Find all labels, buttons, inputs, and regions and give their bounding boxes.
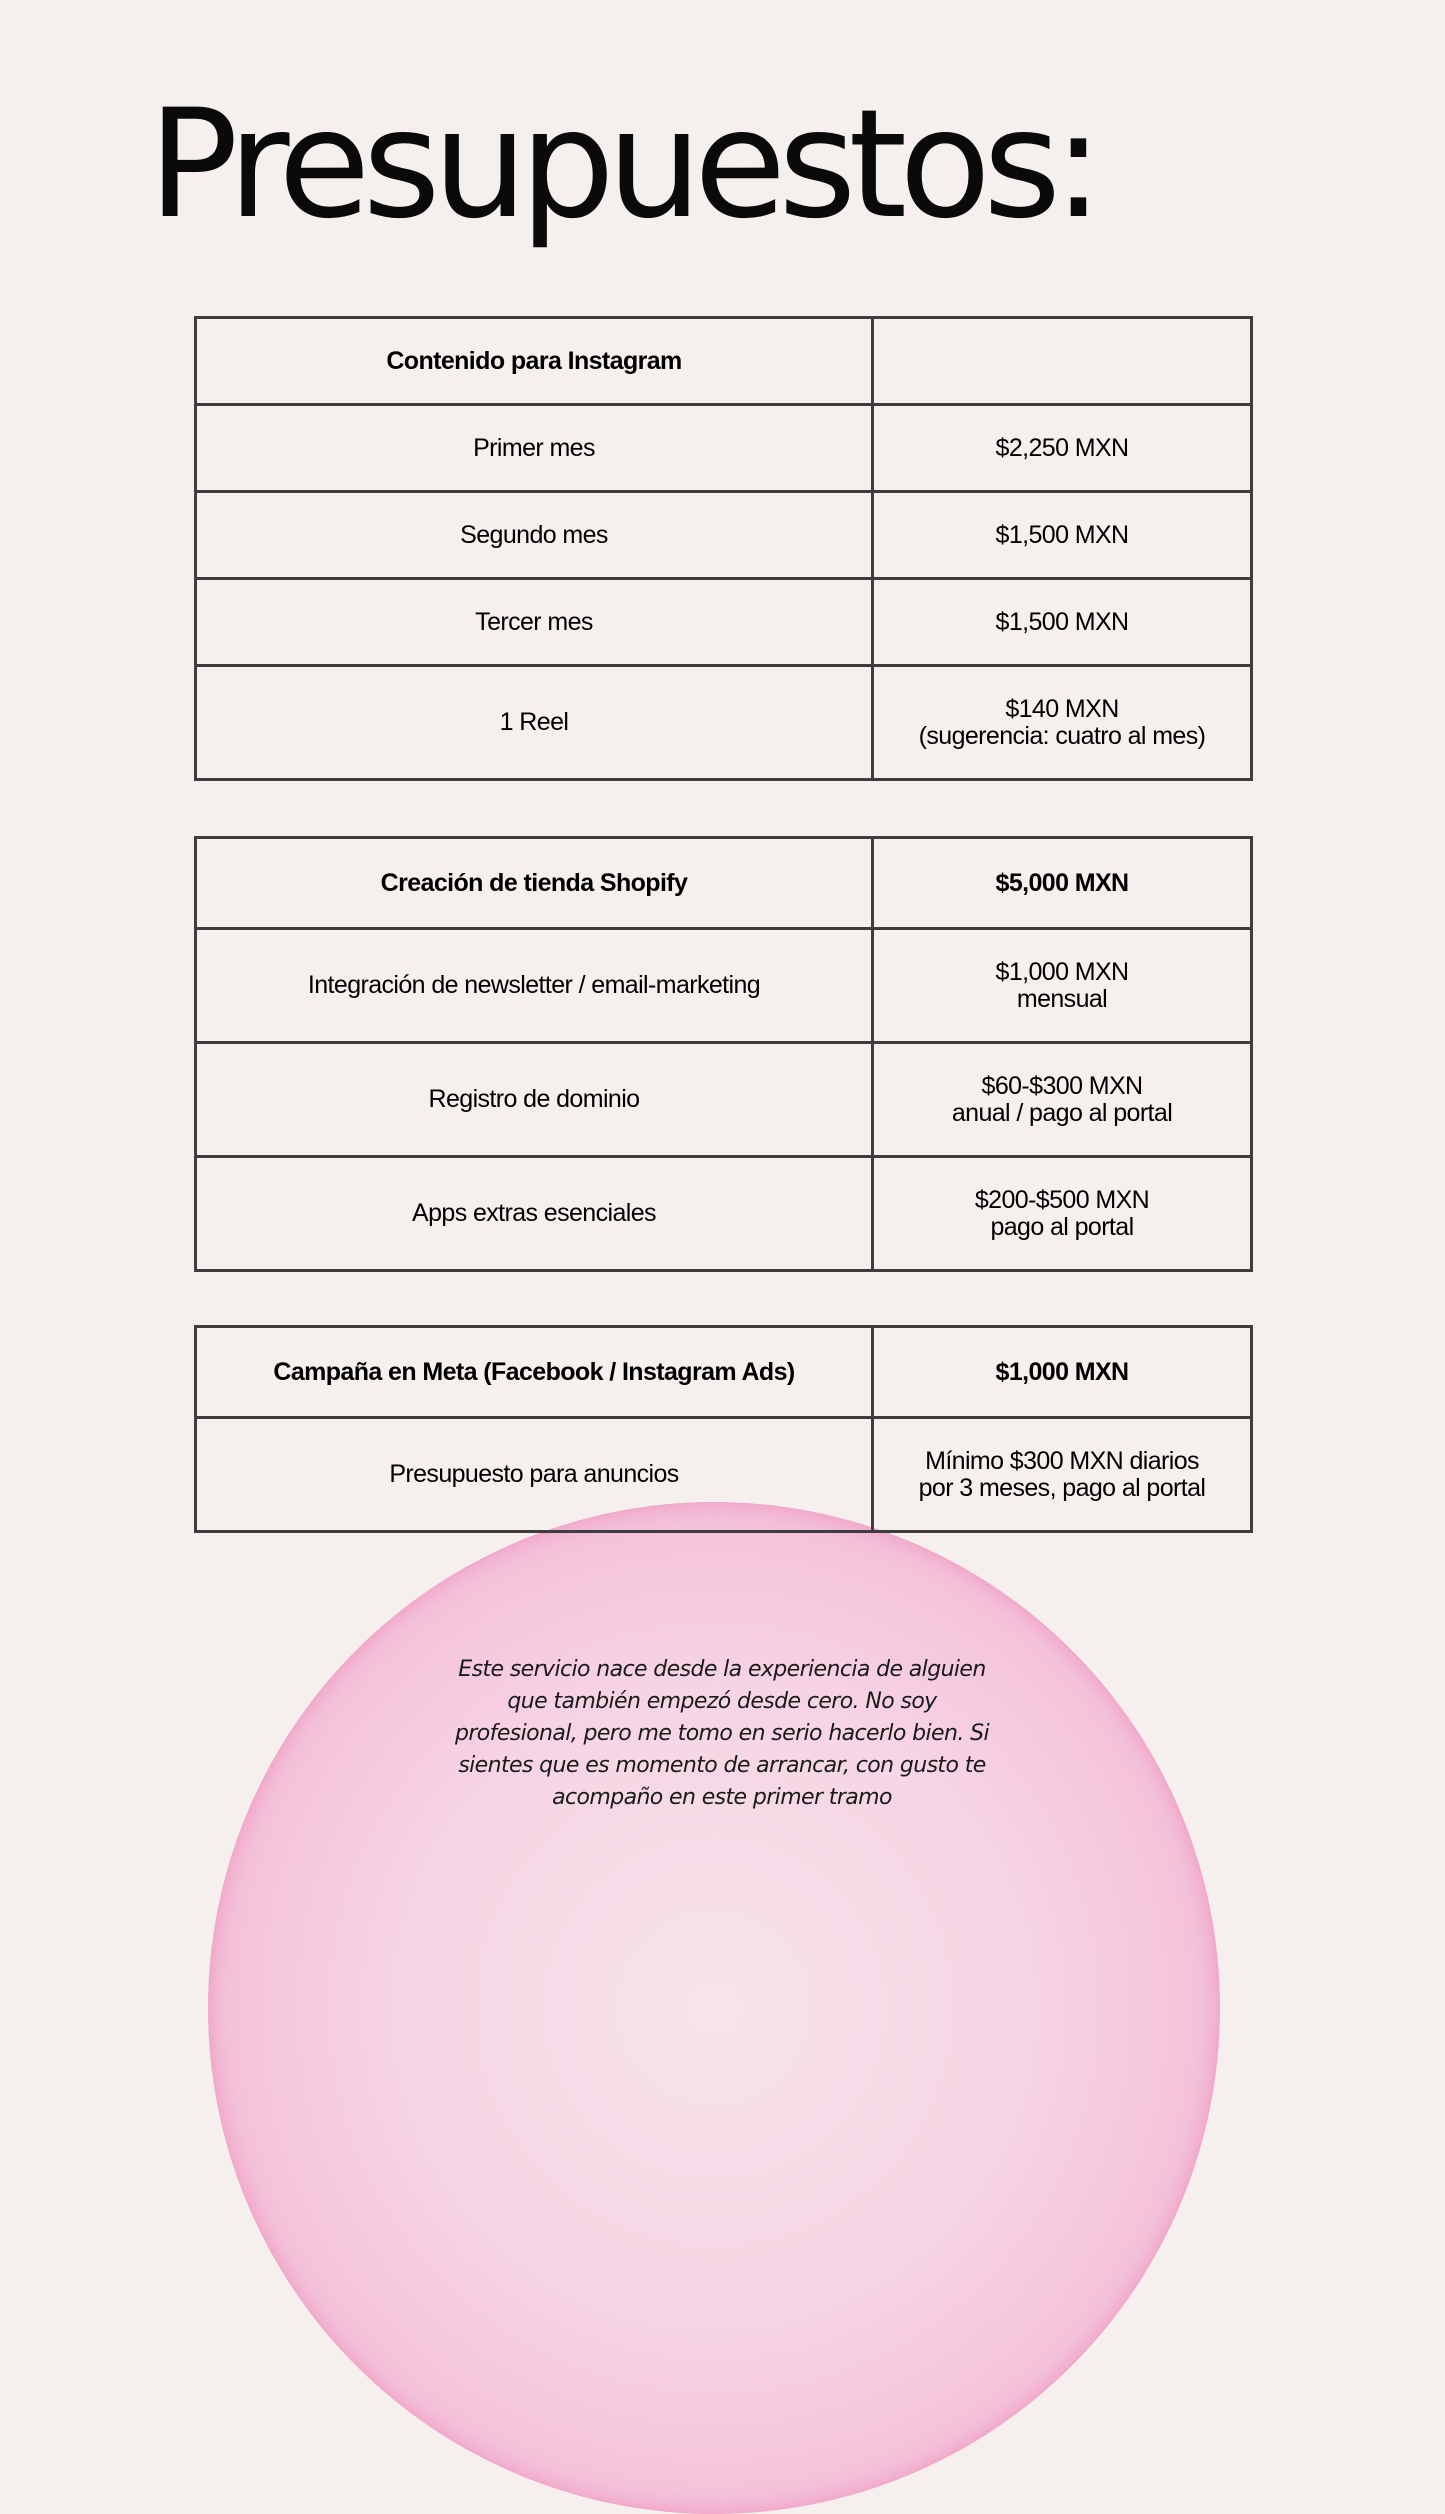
row-price xyxy=(873,405,1252,492)
price-line: $140 MXN xyxy=(1005,694,1119,723)
table-row xyxy=(196,492,1252,579)
service-price: $1,000 MXN xyxy=(873,1327,1252,1418)
price-note: pago al portal xyxy=(990,1212,1134,1241)
row-label: Apps extras esenciales xyxy=(196,1157,873,1271)
row-price xyxy=(873,929,1252,1043)
row-label: Integración de newsletter / email-marketing xyxy=(196,929,873,1043)
table-row xyxy=(196,929,1252,1043)
service-title: Contenido para Instagram xyxy=(196,318,873,405)
row-price xyxy=(873,492,1252,579)
shopify-pricing-table xyxy=(194,836,1253,1272)
quote-line: Este servicio nace desde la experiencia de alguien xyxy=(458,1657,986,1682)
price-line: $60-$300 MXN xyxy=(981,1071,1143,1100)
row-label: Primer mes xyxy=(196,405,873,492)
table-row xyxy=(196,1043,1252,1157)
price-note: anual / pago al portal xyxy=(951,1098,1173,1127)
row-price xyxy=(873,1043,1252,1157)
table-row xyxy=(196,1157,1252,1271)
price-line: $2,250 MXN xyxy=(995,433,1129,462)
price-line: $200-$500 MXN xyxy=(974,1185,1150,1214)
row-price xyxy=(873,1418,1252,1532)
table-header-row xyxy=(196,318,1252,405)
table-row xyxy=(196,405,1252,492)
quote-line: acompaño en este primer tramo xyxy=(552,1785,892,1810)
price-line: $1,500 MXN xyxy=(995,607,1129,636)
meta-ads-pricing-table xyxy=(194,1325,1253,1533)
table-row xyxy=(196,579,1252,666)
table-row xyxy=(196,666,1252,780)
table-header-row xyxy=(196,1327,1252,1418)
price-note: (sugerencia: cuatro al mes) xyxy=(918,721,1206,750)
quote-line: sientes que es momento de arrancar, con gusto te xyxy=(458,1753,986,1778)
price-note: por 3 meses, pago al portal xyxy=(918,1473,1206,1502)
instagram-pricing-table xyxy=(194,316,1253,781)
quote-line: profesional, pero me tomo en serio hacerlo bien. Si xyxy=(455,1721,989,1746)
page-title: Presupuestos: xyxy=(148,78,1096,252)
quote-line: que también empezó desde cero. No soy xyxy=(507,1689,937,1714)
row-label: Tercer mes xyxy=(196,579,873,666)
price-line: $1,500 MXN xyxy=(995,520,1129,549)
row-price xyxy=(873,1157,1252,1271)
price-note: mensual xyxy=(1016,984,1108,1013)
service-title: Campaña en Meta (Facebook / Instagram Ads) xyxy=(196,1327,873,1418)
row-price xyxy=(873,666,1252,780)
service-title: Creación de tienda Shopify xyxy=(196,838,873,929)
row-label: Segundo mes xyxy=(196,492,873,579)
closing-quote xyxy=(440,1654,1004,1814)
row-label: Presupuesto para anuncios xyxy=(196,1418,873,1532)
row-label: Registro de dominio xyxy=(196,1043,873,1157)
row-price xyxy=(873,579,1252,666)
service-price: $5,000 MXN xyxy=(873,838,1252,929)
price-line: $1,000 MXN xyxy=(995,957,1129,986)
table-header-row xyxy=(196,838,1252,929)
row-label: 1 Reel xyxy=(196,666,873,780)
table-row xyxy=(196,1418,1252,1532)
service-price xyxy=(873,318,1252,405)
price-line: Mínimo $300 MXN diarios xyxy=(925,1446,1199,1475)
